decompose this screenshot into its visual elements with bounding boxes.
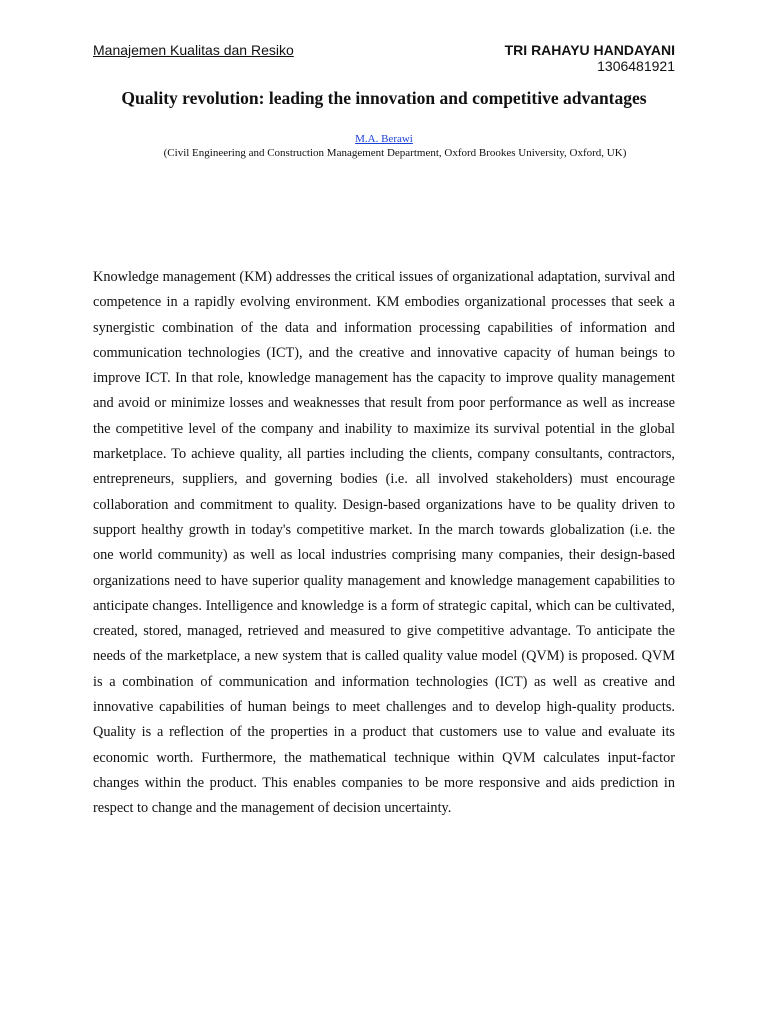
header-student-id: 1306481921 <box>597 58 675 74</box>
author-affiliation: (Civil Engineering and Construction Management Department, Oxford Brookes University, Oxford, UK) <box>163 147 627 159</box>
author-link[interactable]: M.A. Berawi <box>355 133 413 145</box>
header-student-name: TRI RAHAYU HANDAYANI <box>504 42 675 58</box>
header-course-title: Manajemen Kualitas dan Resiko <box>93 42 294 58</box>
paper-title: Quality revolution: leading the innovation and competitive advantages <box>121 88 647 108</box>
abstract-paragraph: Knowledge management (KM) addresses the critical issues of organizational adaptation, survival and competence in a rapidly evolving environment. KM embodies organizational processes that seek a synergistic combination of the data and information processing capabilities of information and communication technologies (ICT), and the creative and innovative capacity of human beings to improve ICT. In that role, knowledge management has the capacity to improve quality management and avoid or minimize losses and weaknesses that result from poor performance as well as increase the competitive level of the company and inability to maximize its survival potential in the global marketplace. To achieve quality, all parties including the clients, company consultants, contractors, entrepreneurs, suppliers, and governing bodies (i.e. all involved stakeholders) must encourage collaboration and commitment to quality. Design-based organizations have to be quality driven to support healthy growth in today's competitive market. In the march towards globalization (i.e. the one world community) as well as local industries comprising many companies, their design-based organizations need to have superior quality management and knowledge management capabilities to anticipate changes. Intelligence and knowledge is a form of strategic capital, which can be cultivated, created, stored, managed, retrieved and measured to give competitive advantage. To anticipate the needs of the marketplace, a new system that is called quality value model (QVM) is proposed. QVM is a combination of communication and information technologies (ICT) as well as creative and innovative capabilities of human beings to meet challenges and to develop high-quality products. Quality is a reflection of the properties in a product that customers use to value and evaluate its economic worth. Furthermore, the mathematical technique within QVM calculates input-factor changes within the product. This enables companies to be more responsive and aids prediction in respect to change and the management of decision uncertainty. <box>93 269 675 817</box>
header-author-block <box>505 42 675 74</box>
